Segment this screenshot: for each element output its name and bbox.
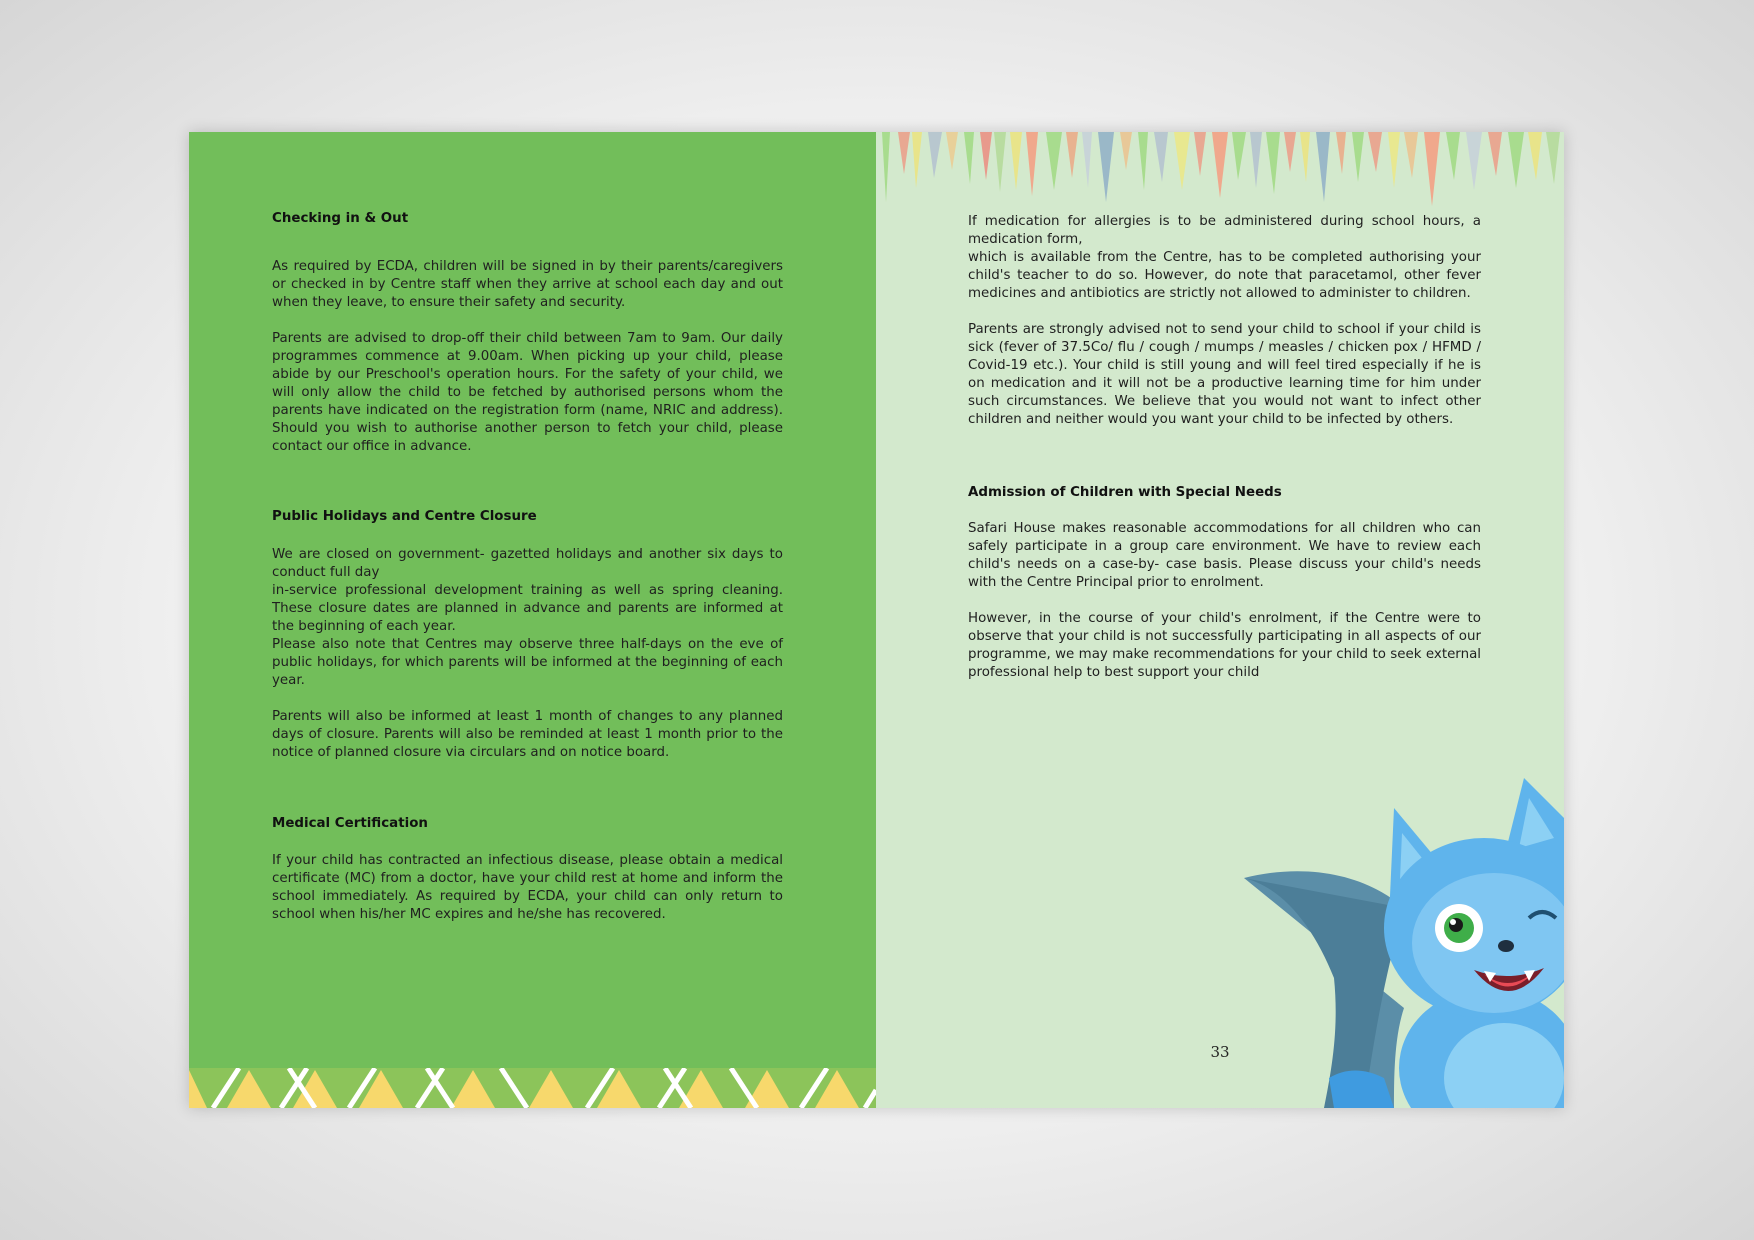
right-page <box>876 132 1564 1108</box>
checking-para-1: As required by ECDA, children will be signed in by their parents/caregivers or checked in by Centre staff when they arrive at school each day and out when they leave, to ensure their safety and security. <box>272 259 783 310</box>
holidays-para-4: Parents will also be informed at least 1 month of changes to any planned days of closure. Parents will also be reminded at least 1 month prior to the notice of planned closure via circulars and on notice board. <box>272 709 783 760</box>
holidays-para-1: We are closed on government- gazetted holidays and another six days to conduct full day <box>272 547 783 580</box>
left-page <box>189 132 876 1108</box>
page-number: 33 <box>1210 1043 1230 1061</box>
bat-mascot <box>1244 778 1564 1108</box>
medical-heading: Medical Certification <box>272 816 428 831</box>
medication-para-3: Parents are strongly advised not to send your child to school if your child is sick (fever of 37.5Co/ flu / cough / mumps / measles / chicken pox / HFMD / Covid-19 etc.). Your child is still young and will feel tired especially if he is on medication and it will not be a productive learning time for him under such circumstances. We believe that you would not want to infect other children and neither would you want your child to be infected by others. <box>968 322 1481 427</box>
holidays-para-2: in-service professional development training as well as spring cleaning. These closure dates are planned in advance and parents are informed at the beginning of each year. <box>272 583 783 634</box>
medication-para-1: If medication for allergies is to be administered during school hours, a medication form, <box>968 214 1481 247</box>
checking-section <box>272 210 783 228</box>
holidays-heading: Public Holidays and Centre Closure <box>272 509 537 524</box>
special-needs-para-1: Safari House makes reasonable accommodations for all children who can safely participate in a group care environment. We have to review each child's needs on a case-by- case basis. Please discuss your child's needs with the Centre Principal prior to enrolment. <box>968 521 1481 590</box>
medical-para-1: If your child has contracted an infectious disease, please obtain a medical certificate (MC) from a doctor, have your child rest at home and inform the school immediately. As required by ECDA, your child can only return to school when his/her MC expires and he/she has recovered. <box>272 853 783 922</box>
checking-para-2: Parents are advised to drop-off their child between 7am to 9am. Our daily programmes commence at 9.00am. When picking up your child, please abide by our Preschool's operation hours. For the safety of your child, we will only allow the child to be fetched by authorised persons whom the parents have indicated on the registration form (name, NRIC and address). Should you wish to authorise another person to fetch your child, please contact our office in advance. <box>272 331 783 454</box>
checking-heading: Checking in & Out <box>272 211 409 226</box>
special-needs-section <box>968 484 1481 502</box>
special-needs-para-2: However, in the course of your child's enrolment, if the Centre were to observe that your child is not successfully participating in all aspects of our programme, we may make recommendations for your child to seek external professional help to best support your child <box>968 611 1481 680</box>
brochure-spread <box>189 132 1564 1108</box>
zigzag-border <box>189 1068 876 1108</box>
medication-para-2: which is available from the Centre, has to be completed authorising your child's teacher to do so. However, do note that paracetamol, other fever medicines and antibiotics are strictly not allowed to administer to children. <box>968 250 1481 301</box>
medical-section <box>272 815 783 833</box>
holidays-para-3: Please also note that Centres may observe three half-days on the eve of public holidays, for which parents will be informed at the beginning of each year. <box>272 637 783 688</box>
special-needs-heading: Admission of Children with Special Needs <box>968 485 1282 500</box>
fringe-border <box>876 132 1564 212</box>
holidays-section <box>272 508 783 526</box>
